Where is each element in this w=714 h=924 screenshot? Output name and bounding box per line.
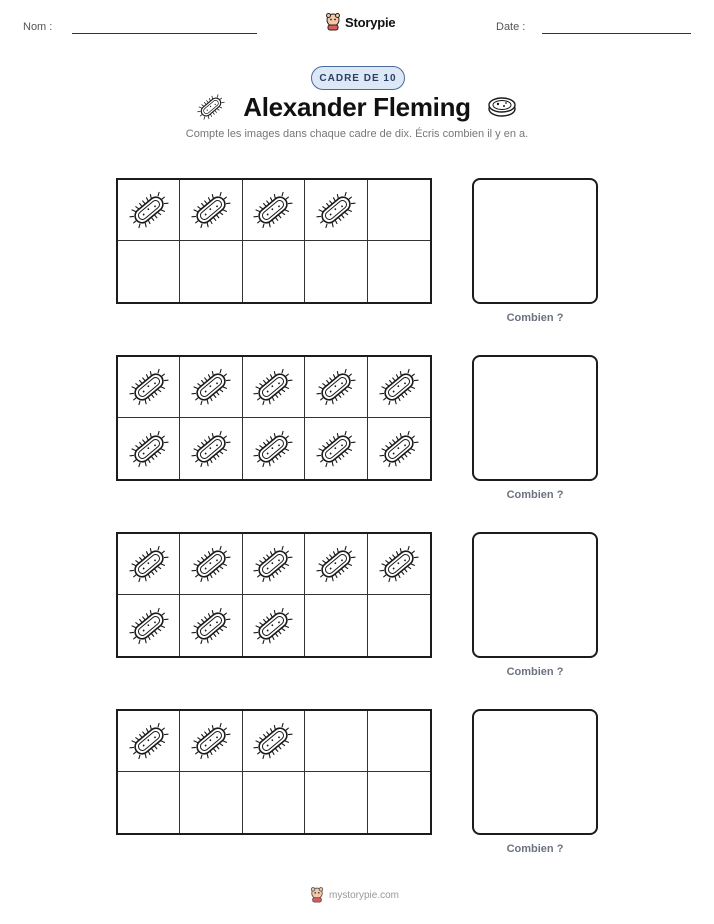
answer-box[interactable] <box>472 355 598 481</box>
frame-cell <box>180 711 242 772</box>
frame-cell <box>243 711 305 772</box>
petri-dish-icon <box>487 94 517 120</box>
answer-box[interactable] <box>472 532 598 658</box>
frame-cell <box>368 534 430 595</box>
bacterium-icon <box>253 544 293 584</box>
frame-cell <box>305 241 367 302</box>
bacterium-icon <box>316 367 356 407</box>
footer <box>310 887 399 903</box>
bacterium-icon <box>129 544 169 584</box>
bacterium-icon <box>191 721 231 761</box>
bacterium-icon <box>379 544 419 584</box>
brand-name: Storypie <box>345 14 396 30</box>
frame-cell <box>368 595 430 656</box>
storypie-mascot-icon <box>310 887 324 903</box>
bacterium-icon <box>379 367 419 407</box>
bacterium-icon <box>253 190 293 230</box>
frame-cell <box>180 180 242 241</box>
date-label: Date : <box>496 21 526 33</box>
bacterium-icon <box>129 721 169 761</box>
frame-cell <box>180 595 242 656</box>
bacterium-icon <box>316 429 356 469</box>
answer-box[interactable] <box>472 709 598 835</box>
frame-cell <box>368 357 430 418</box>
bacterium-icon <box>316 544 356 584</box>
frame-cell <box>180 357 242 418</box>
frame-cell <box>180 534 242 595</box>
ten-frame <box>116 709 432 835</box>
bacterium-icon <box>379 429 419 469</box>
frame-cell <box>305 534 367 595</box>
frame-cell <box>305 772 367 833</box>
frame-cell <box>118 534 180 595</box>
frame-cell <box>243 241 305 302</box>
bacterium-icon <box>253 606 293 646</box>
bacterium-icon <box>253 429 293 469</box>
frame-cell <box>118 357 180 418</box>
frame-cell <box>305 180 367 241</box>
answer-prompt: Combien ? <box>506 843 564 855</box>
bacterium-icon <box>129 190 169 230</box>
bacterium-icon <box>197 93 225 121</box>
frame-cell <box>368 180 430 241</box>
ten-frame <box>116 355 432 481</box>
frame-cell <box>368 772 430 833</box>
bacterium-icon <box>253 367 293 407</box>
bacterium-icon <box>191 367 231 407</box>
storypie-mascot-icon <box>325 13 341 31</box>
frame-cell <box>243 357 305 418</box>
name-line[interactable] <box>72 33 257 34</box>
bacterium-icon <box>316 190 356 230</box>
answer-prompt: Combien ? <box>506 666 564 678</box>
bacterium-icon <box>129 367 169 407</box>
frame-cell <box>243 180 305 241</box>
bacterium-icon <box>129 429 169 469</box>
frame-cell <box>368 241 430 302</box>
frame-cell <box>243 534 305 595</box>
bacterium-icon <box>191 606 231 646</box>
frame-cell <box>243 418 305 479</box>
brand-logo <box>325 13 395 31</box>
frame-cell <box>118 418 180 479</box>
ten-frame <box>116 532 432 658</box>
ten-frame <box>116 178 432 304</box>
frame-cell <box>243 595 305 656</box>
bacterium-icon <box>191 429 231 469</box>
frame-cell <box>180 418 242 479</box>
frame-cell <box>368 711 430 772</box>
name-label: Nom : <box>23 21 53 33</box>
answer-prompt: Combien ? <box>506 489 564 501</box>
bacterium-icon <box>191 190 231 230</box>
instructions: Compte les images dans chaque cadre de dix. Écris combien il y en a. <box>185 128 529 140</box>
frame-cell <box>118 711 180 772</box>
frame-cell <box>118 772 180 833</box>
frame-cell <box>180 772 242 833</box>
frame-cell <box>118 241 180 302</box>
answer-box[interactable] <box>472 178 598 304</box>
frame-cell <box>118 595 180 656</box>
frame-cell <box>305 357 367 418</box>
frame-cell <box>305 595 367 656</box>
frame-cell <box>305 711 367 772</box>
frame-cell <box>368 418 430 479</box>
date-line[interactable] <box>542 33 691 34</box>
bacterium-icon <box>191 544 231 584</box>
page-title: Alexander Fleming <box>243 92 471 122</box>
frame-cell <box>243 772 305 833</box>
frame-cell <box>180 241 242 302</box>
frame-cell <box>118 180 180 241</box>
bacterium-icon <box>253 721 293 761</box>
footer-url: mystorypie.com <box>329 889 400 901</box>
worksheet-type-badge: CADRE DE 10 <box>311 66 405 90</box>
frame-cell <box>305 418 367 479</box>
answer-prompt: Combien ? <box>506 312 564 324</box>
bacterium-icon <box>129 606 169 646</box>
